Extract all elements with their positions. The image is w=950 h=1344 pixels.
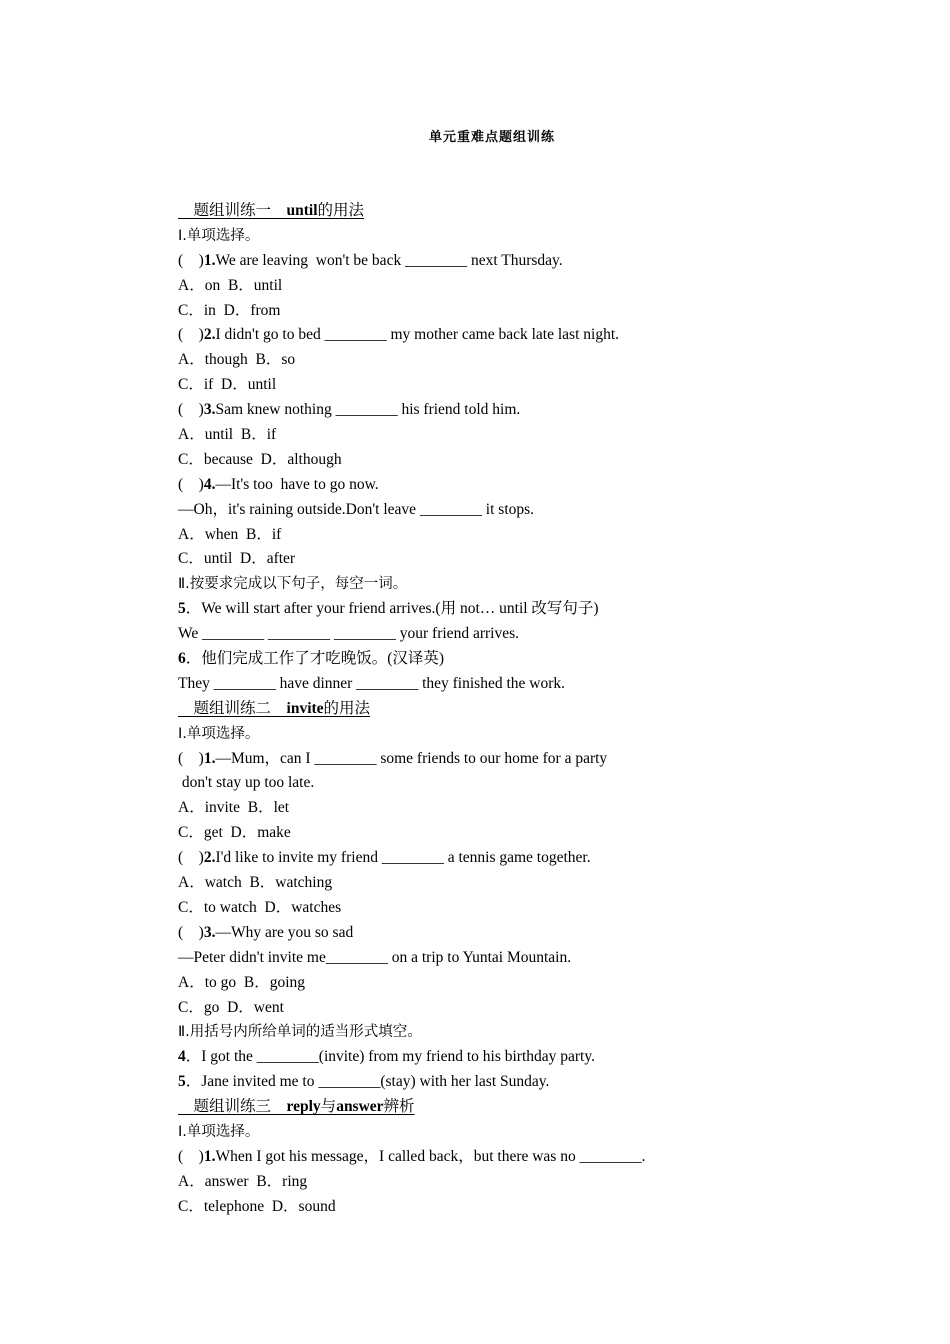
group-heading: 题组训练三 reply与answer辨析 <box>178 1098 415 1116</box>
group-heading: 题组训练一 until的用法 <box>178 202 365 219</box>
question-options: C．go D．went <box>178 998 284 1016</box>
worksheet-content <box>178 199 818 1220</box>
question-options: C．to watch D．watches <box>178 898 342 916</box>
question-options: A．to go B．going <box>178 973 306 991</box>
question-options: A．invite B．let <box>178 799 290 817</box>
section-label: Ⅱ.按要求完成以下句子，每空一词。 <box>178 576 408 593</box>
exercise-prompt: 4．I got the ________(invite) from my friend to his birthday party. <box>178 1048 595 1066</box>
section-label: Ⅰ.单项选择。 <box>178 725 260 742</box>
question-stem: ( )2.I'd like to invite my friend ________ a tennis game together. <box>178 849 591 867</box>
question-options: C．if D．until <box>178 376 277 394</box>
section-label: Ⅰ.单项选择。 <box>178 227 260 244</box>
exercise-prompt: 5．Jane invited me to ________(stay) with her last Sunday. <box>178 1073 550 1091</box>
exercise-prompt: 6．他们完成工作了才吃晚饭。(汉译英) <box>178 650 445 668</box>
question-stem: ( )4.—It's too have to go now. <box>178 475 379 493</box>
exercise-prompt: 5．We will start after your friend arrives.(用 not… until 改写句子) <box>178 600 599 618</box>
question-options: A．until B．if <box>178 426 277 444</box>
group-heading: 题组训练二 invite的用法 <box>178 699 371 717</box>
question-options: A．though B．so <box>178 351 296 369</box>
question-options: C．get D．make <box>178 824 291 842</box>
section-label: Ⅰ.单项选择。 <box>178 1123 260 1140</box>
question-stem: ( )3.Sam knew nothing ________ his friend told him. <box>178 401 521 419</box>
question-options: A．when B．if <box>178 525 282 543</box>
question-stem-continued: don't stay up too late. <box>178 774 315 792</box>
exercise-answer-line: We ________ ________ ________ your friend arrives. <box>178 625 519 643</box>
question-options: A．answer B．ring <box>178 1172 308 1190</box>
question-options: C．in D．from <box>178 301 281 319</box>
question-stem: ( )2.I didn't go to bed ________ my mother came back late last night. <box>178 326 620 344</box>
question-stem: ( )1.We are leaving won't be back ________ next Thursday. <box>178 251 563 269</box>
question-stem-continued: —Peter didn't invite me________ on a trip to Yuntai Mountain. <box>178 948 572 966</box>
question-stem: ( )1.When I got his message，I called back，but there was no ________. <box>178 1147 646 1165</box>
question-stem-continued: —Oh，it's raining outside.Don't leave ________ it stops. <box>178 500 535 518</box>
question-stem: ( )3.—Why are you so sad <box>178 923 354 941</box>
question-options: C．telephone D．sound <box>178 1197 336 1215</box>
question-stem: ( )1.—Mum，can I ________ some friends to our home for a party <box>178 749 608 767</box>
page-title: 单元重难点题组训练 <box>428 130 555 145</box>
question-options: A．on B．until <box>178 276 283 294</box>
exercise-answer-line: They ________ have dinner ________ they finished the work. <box>178 674 565 692</box>
question-options: C．because D．although <box>178 450 342 468</box>
question-options: C．until D．after <box>178 550 296 568</box>
section-label: Ⅱ.用括号内所给单词的适当形式填空。 <box>178 1024 422 1041</box>
question-options: A．watch B．watching <box>178 874 333 892</box>
